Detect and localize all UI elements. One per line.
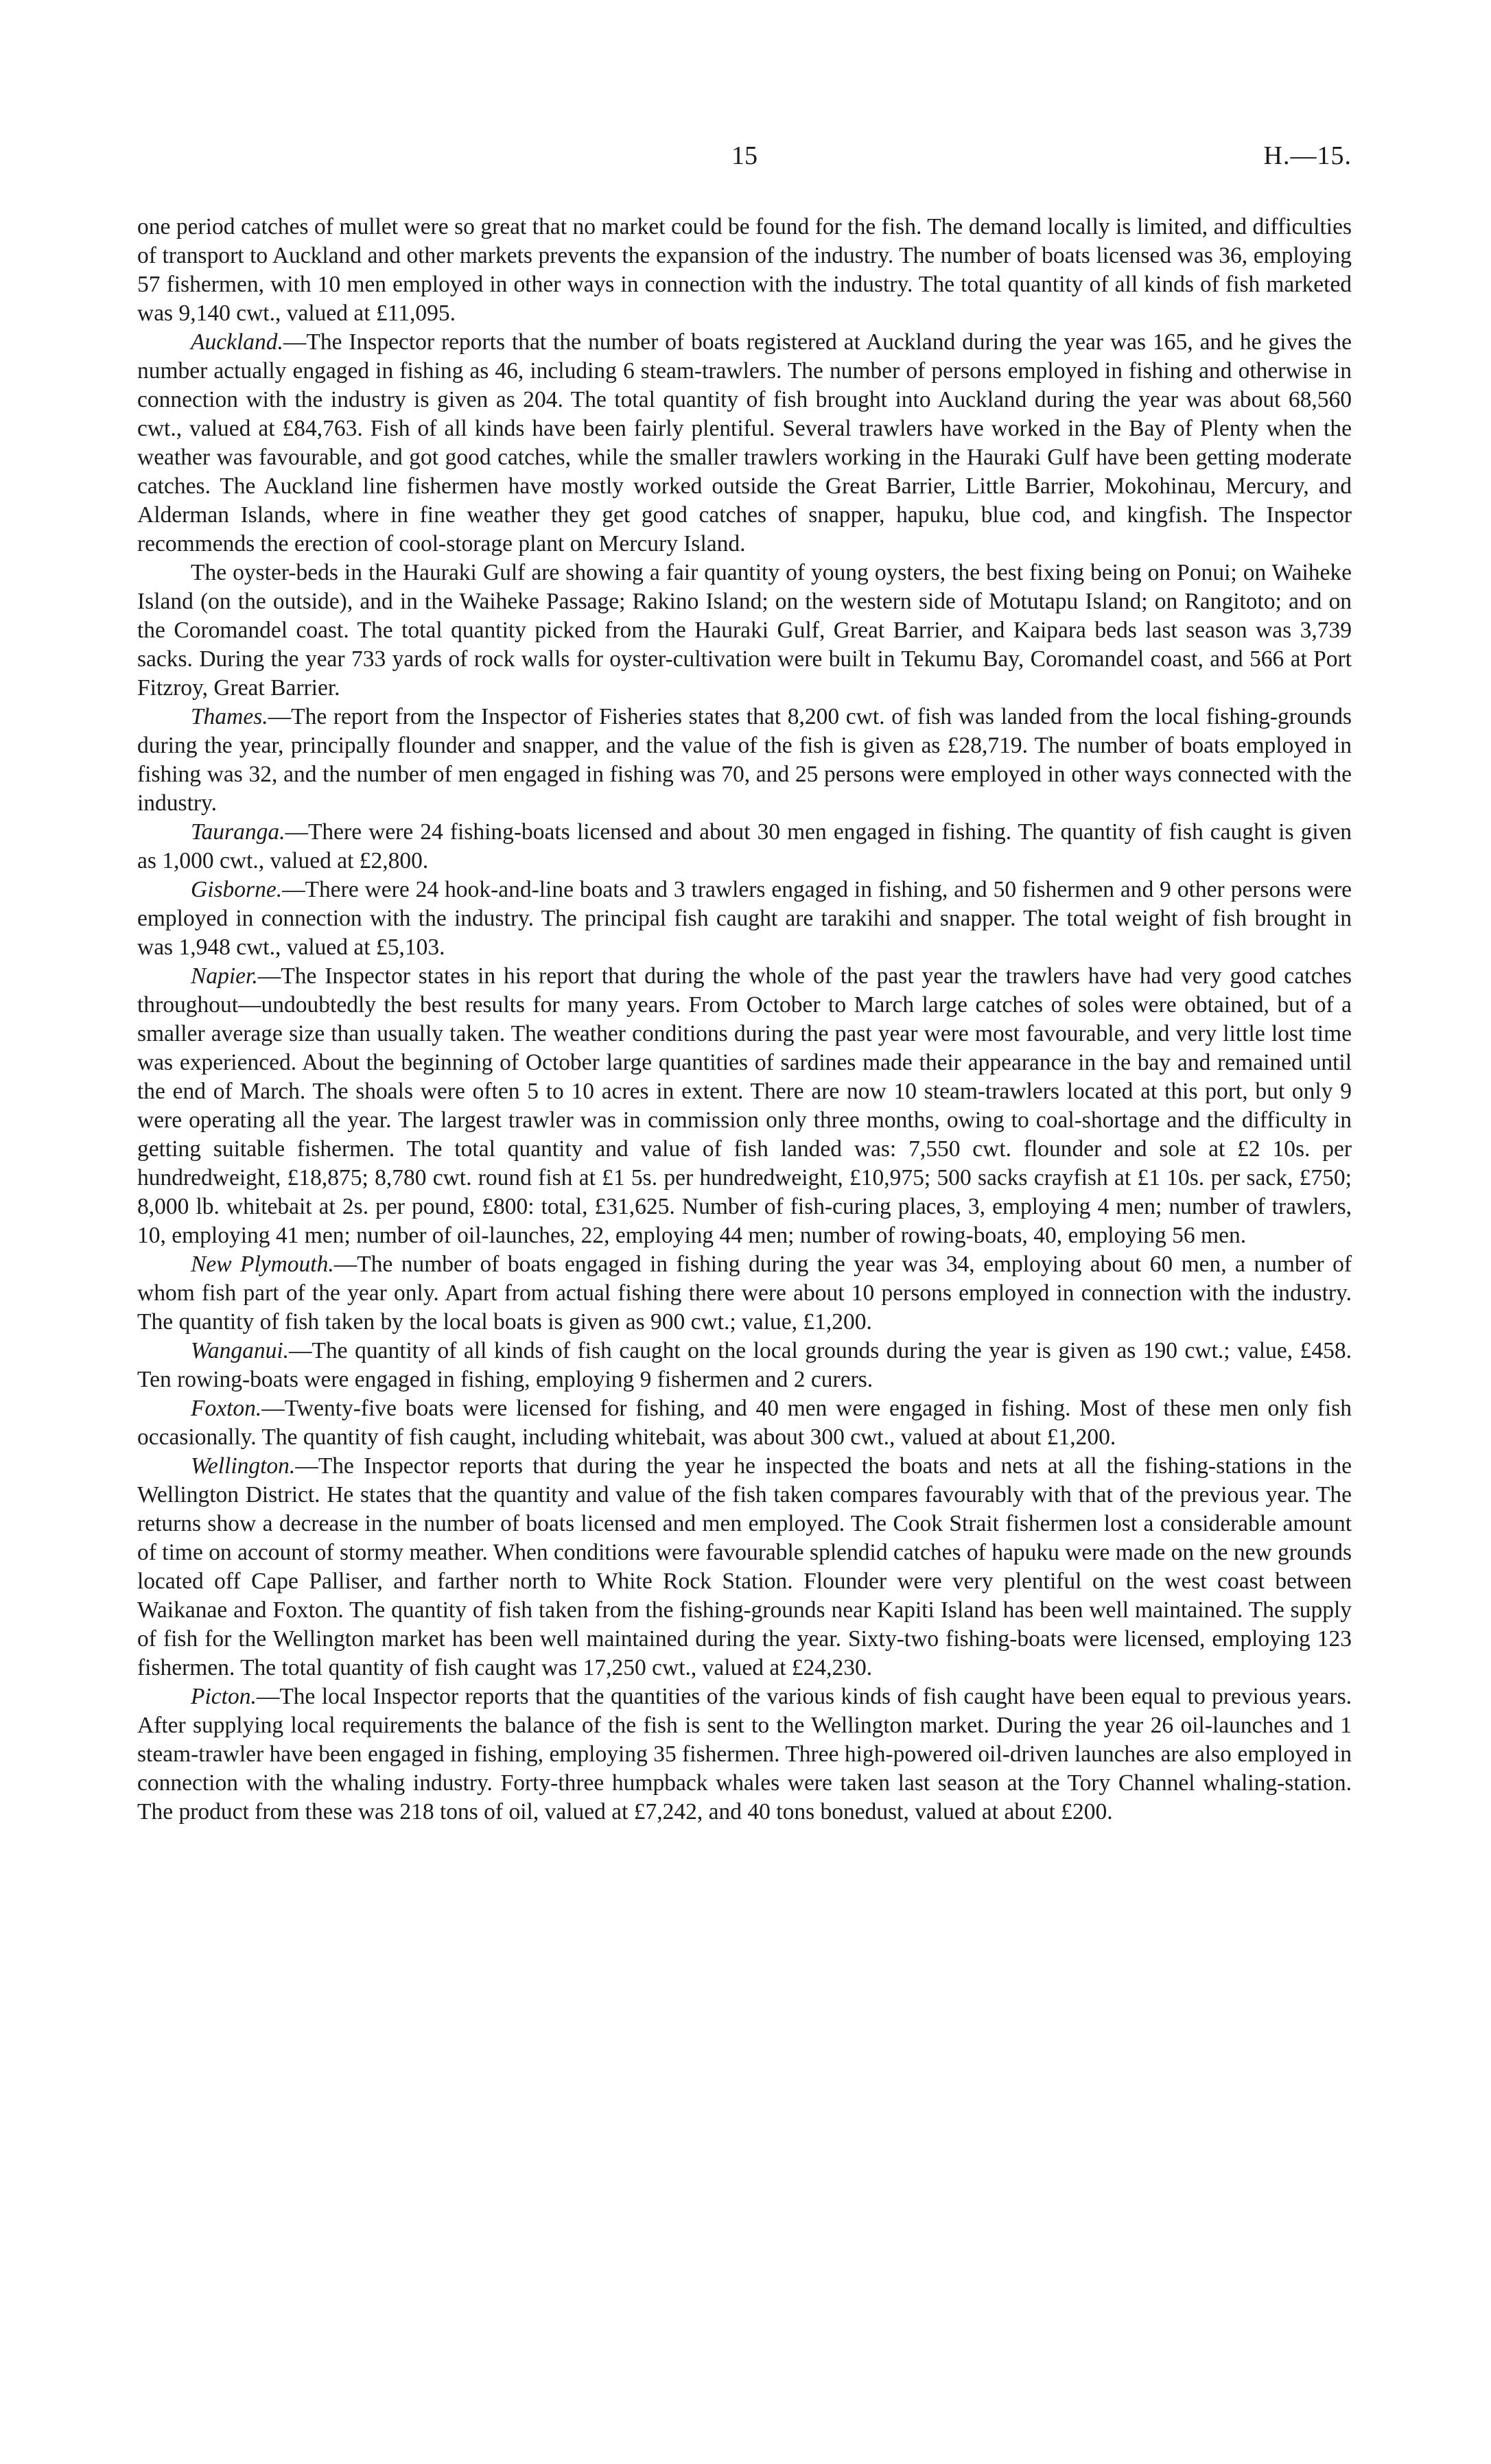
paragraph-auckland xyxy=(137,328,1352,559)
paragraph-napier xyxy=(137,962,1352,1250)
paragraph-text: one period catches of mullet were so great that no market could be found for the fish. The demand locally is limited, and difficulties of transport to Auckland and other markets prevents the expansion of the industry. The number of boats licensed was 36, employing 57 fishermen, with 10 men employed in other ways in connection with the industry. The total quantity of all kinds of fish marketed was 9,140 cwt., valued at £11,095. xyxy=(137,214,1352,326)
place-heading: Thames. xyxy=(191,704,268,729)
paragraph-picton xyxy=(137,1682,1352,1827)
place-heading: Tauranga. xyxy=(191,819,285,845)
paragraph-wanganui xyxy=(137,1337,1352,1394)
paragraph-text: —There were 24 hook-and-line boats and 3 trawlers engaged in fishing, and 50 fishermen and 9 other persons were employed in connection with the industry. The principal fish caught are tarakihi and snapper. The total weight of fish brought in was 1,948 cwt., valued at £5,103. xyxy=(137,877,1352,960)
paragraph-new-plymouth xyxy=(137,1250,1352,1337)
paragraph-text: —The Inspector reports that during the year he inspected the boats and nets at all the fishing-stations in the Wellington District. He states that the quantity and value of the fish taken compares favourably with that of the previous year. The returns show a decrease in the number of boats licensed and men employed. The Cook Strait fishermen lost a considerable amount of time on account of stormy meather. When conditions were favourable splendid catches of hapuku were made on the new grounds located off Cape Palliser, and farther north to White Rock Station. Flounder were very plentiful on the west coast between Waikanae and Foxton. The quantity of fish taken from the fishing-grounds near Kapiti Island has been well maintained. The supply of fish for the Wellington market has been well maintained during the year. Sixty-two fishing-boats were licensed, employing 123 fishermen. The total quantity of fish caught was 17,250 cwt., valued at £24,230. xyxy=(137,1453,1352,1680)
paragraph-thames xyxy=(137,703,1352,818)
paragraph-text: The oyster-beds in the Hauraki Gulf are showing a fair quantity of young oysters, the best fixing being on Ponui; on Waiheke Island (on the outside), and in the Waiheke Passage; Rakino Island; on the western side of Motutapu Island; on Rangitoto; and on the Coromandel coast. The total quantity picked from the Hauraki Gulf, Great Barrier, and Kaipara beds last season was 3,739 sacks. During the year 733 yards of rock walls for oyster-cultivation were built in Tekumu Bay, Coromandel coast, and 566 at Port Fitzroy, Great Barrier. xyxy=(137,560,1352,701)
place-heading: Wellington. xyxy=(191,1453,296,1479)
page-header xyxy=(137,141,1352,182)
paragraph-continuation xyxy=(137,213,1352,328)
paragraph-text: —The number of boats engaged in fishing during the year was 34, employing about 60 men, a number of whom fish part of the year only. Apart from actual fishing there were about 10 persons employed in connection with the industry. The quantity of fish taken by the local boats is given as 900 cwt.; value, £1,200. xyxy=(137,1252,1352,1335)
paragraph-text: —Twenty-five boats were licensed for fishing, and 40 men were engaged in fishing. Most of these men only fish occasionally. The quantity of fish caught, including whitebait, was about 300 cwt., valued at about £1,200. xyxy=(137,1396,1352,1450)
document-reference: H.—15. xyxy=(1263,141,1352,170)
paragraph-tauranga xyxy=(137,818,1352,876)
place-heading: Picton. xyxy=(191,1684,257,1709)
paragraph-wellington xyxy=(137,1452,1352,1682)
paragraph-gisborne xyxy=(137,876,1352,962)
place-heading: Auckland. xyxy=(191,329,283,355)
paragraph-foxton xyxy=(137,1394,1352,1452)
body-text xyxy=(137,213,1352,1827)
place-heading: Napier. xyxy=(191,963,258,989)
paragraph-text: —The report from the Inspector of Fisheries states that 8,200 cwt. of fish was landed from the local fishing-grounds during the year, principally flounder and snapper, and the value of the fish is given as £28,719. The number of boats employed in fishing was 32, and the number of men engaged in fishing was 70, and 25 persons were employed in other ways connected with the industry. xyxy=(137,704,1352,816)
paragraph-oyster-beds xyxy=(137,559,1352,703)
place-heading: Foxton. xyxy=(191,1396,262,1421)
page-number: 15 xyxy=(731,141,758,170)
paragraph-text: —The local Inspector reports that the quantities of the various kinds of fish caught have been equal to previous years. After supplying local requirements the balance of the fish is sent to the Wellington market. During the year 26 oil-launches and 1 steam-trawler have been engaged in fishing, employing 35 fishermen. Three high-powered oil-driven launches are also employed in connection with the whaling industry. Forty-three humpback whales were taken last season at the Tory Channel whaling-station. The product from these was 218 tons of oil, valued at £7,242, and 40 tons bonedust, valued at about £200. xyxy=(137,1684,1352,1824)
paragraph-text: —The Inspector reports that the number of boats registered at Auckland during the year was 165, and he gives the number actually engaged in fishing as 46, including 6 steam-trawlers. The number of persons employed in fishing and otherwise in connection with the industry is given as 204. The total quantity of fish brought into Auckland during the year was about 68,560 cwt., valued at £84,763. Fish of all kinds have been fairly plentiful. Several trawlers have worked in the Bay of Plenty when the weather was favourable, and got good catches, while the smaller trawlers working in the Hauraki Gulf have been getting moderate catches. The Auckland line fishermen have mostly worked outside the Great Barrier, Little Barrier, Mokohinau, Mercury, and Alderman Islands, where in fine weather they get good catches of snapper, hapuku, blue cod, and kingfish. The Inspector recommends the erection of cool-storage plant on Mercury Island. xyxy=(137,329,1352,556)
place-heading: New Plymouth. xyxy=(191,1252,334,1277)
paragraph-text: —There were 24 fishing-boats licensed and about 30 men engaged in fishing. The quantity of fish caught is given as 1,000 cwt., valued at £2,800. xyxy=(137,819,1352,873)
place-heading: Wanganui. xyxy=(191,1338,290,1363)
paragraph-text: —The Inspector states in his report that during the whole of the past year the trawlers have had very good catches throughout—undoubtedly the best results for many years. From October to March large catches of soles were obtained, but of a smaller average size than usually taken. The weather conditions during the past year were most favourable, and very little lost time was experienced. About the beginning of October large quantities of sardines made their appearance in the bay and remained until the end of March. The shoals were often 5 to 10 acres in extent. There are now 10 steam-trawlers located at this port, but only 9 were operating all the year. The largest trawler was in commission only three months, owing to coal-shortage and the difficulty in getting suitable fishermen. The total quantity and value of fish landed was: 7,550 cwt. flounder and sole at £2 10s. per hundredweight, £18,875; 8,780 cwt. round fish at £1 5s. per hundredweight, £10,975; 500 sacks crayfish at £1 10s. per sack, £750; 8,000 lb. whitebait at 2s. per pound, £800: total, £31,625. Number of fish-curing places, 3, employing 4 men; number of trawlers, 10, employing 41 men; number of oil-launches, 22, employing 44 men; number of rowing-boats, 40, employing 56 men. xyxy=(137,963,1352,1248)
paragraph-text: —The quantity of all kinds of fish caught on the local grounds during the year is given as 190 cwt.; value, £458. Ten rowing-boats were engaged in fishing, employing 9 fishermen and 2 curers. xyxy=(137,1338,1352,1392)
place-heading: Gisborne. xyxy=(191,877,283,902)
